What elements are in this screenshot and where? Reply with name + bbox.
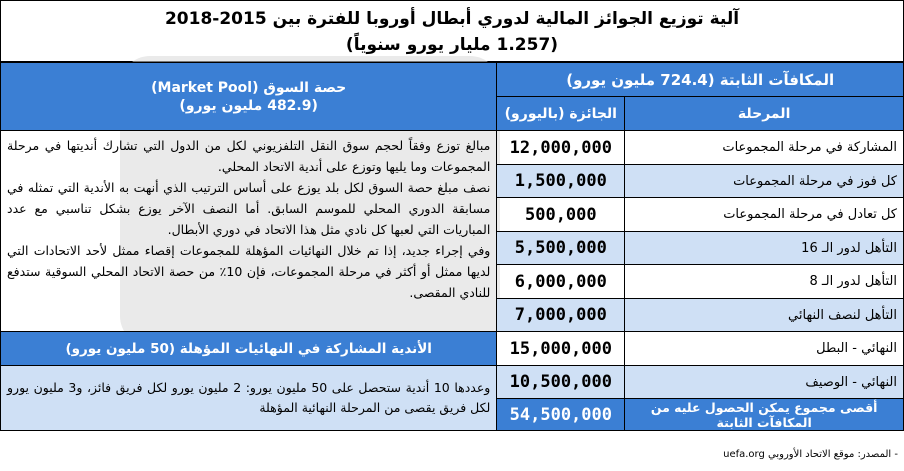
stage-label: كل تعادل في مرحلة المجموعات — [625, 198, 904, 232]
source-text: - المصدر: موقع الاتحاد الأوروبي uefa.org — [723, 449, 898, 460]
market-pool-header — [1, 63, 497, 131]
prize-amount: 5,500,000 — [497, 232, 625, 265]
market-paragraph-2: نصف مبلغ حصة السوق لكل بلد يوزع على أساس الترتيب الذي أنهت به الأندية التي تمثله في مسابقة الدوري المحلي للموسم السابق. أما النصف الآخر يوزع بشكل تناسبي مع عدد المباريات التي لعبها كل نادي مثل هذا الاتحاد في دوري الأبطال. — [7, 180, 491, 237]
market-paragraph-1: مبالغ توزع وفقاً لحجم سوق النقل التلفزيوني لكل من الدول التي تشارك أنديتها في مرحلة المجموعات وما يليها وتوزع على أندية الاتحاد المحلي. — [7, 138, 491, 174]
title-line-1: آلية توزيع الجوائز المالية لدوري أبطال أوروبا للفترة بين 2015-2018 — [164, 9, 740, 29]
max-total-label: أقصى مجموع يمكن الحصول عليه من المكافآت الثابتة — [625, 399, 904, 431]
market-pool-description — [1, 131, 497, 332]
qualifiers-header: الأندية المشاركة في النهائيات المؤهلة (50 مليون يورو) — [1, 332, 497, 366]
prize-amount: 7,000,000 — [497, 299, 625, 332]
stage-label: النهائي - البطل — [625, 332, 904, 366]
stage-label: كل فوز في مرحلة المجموعات — [625, 165, 904, 198]
fixed-rewards-header: المكافآت الثابتة (724.4 مليون يورو) — [497, 63, 904, 97]
col-prize-header: الجائزة (باليورو) — [497, 97, 625, 131]
stage-label: التأهل لنصف النهائي — [625, 299, 904, 332]
stage-label: التأهل لدور الـ 16 — [625, 232, 904, 265]
prize-amount: 15,000,000 — [497, 332, 625, 366]
stage-label: المشاركة في مرحلة المجموعات — [625, 131, 904, 165]
source-note — [0, 447, 904, 471]
page-title — [0, 0, 904, 62]
prize-table — [0, 62, 904, 431]
max-total-amount: 54,500,000 — [497, 399, 625, 431]
stage-label: النهائي - الوصيف — [625, 366, 904, 399]
market-pool-amount: (482.9 مليون يورو) — [179, 97, 318, 114]
title-line-2: (1.257 مليار يورو سنوياً) — [345, 35, 559, 55]
market-pool-title: حصة السوق (Market Pool) — [151, 79, 347, 96]
stage-label: التأهل لدور الـ 8 — [625, 265, 904, 299]
market-paragraph-3: وفي إجراء جديد، إذا تم خلال النهائيات المؤهلة للمجموعات إقصاء ممثل لأحد الاتحادات التي لديها ممثل أو أكثر في مرحلة المجموعات، فإن 10٪ من حصة الاتحاد المحلي السوقية ستدفع للنادي المقصى. — [7, 243, 491, 300]
col-stage-header: المرحلة — [625, 97, 904, 131]
prize-amount: 12,000,000 — [497, 131, 625, 165]
prize-amount: 10,500,000 — [497, 366, 625, 399]
prize-amount: 1,500,000 — [497, 165, 625, 198]
prize-amount: 500,000 — [497, 198, 625, 232]
prize-amount: 6,000,000 — [497, 265, 625, 299]
qualifiers-description: وعددها 10 أندية ستحصل على 50 مليون يورو: 2 مليون يورو لكل فريق فائز، و3 مليون يورو لكل فريق يقصى من المرحلة النهائية المؤهلة — [1, 366, 497, 431]
